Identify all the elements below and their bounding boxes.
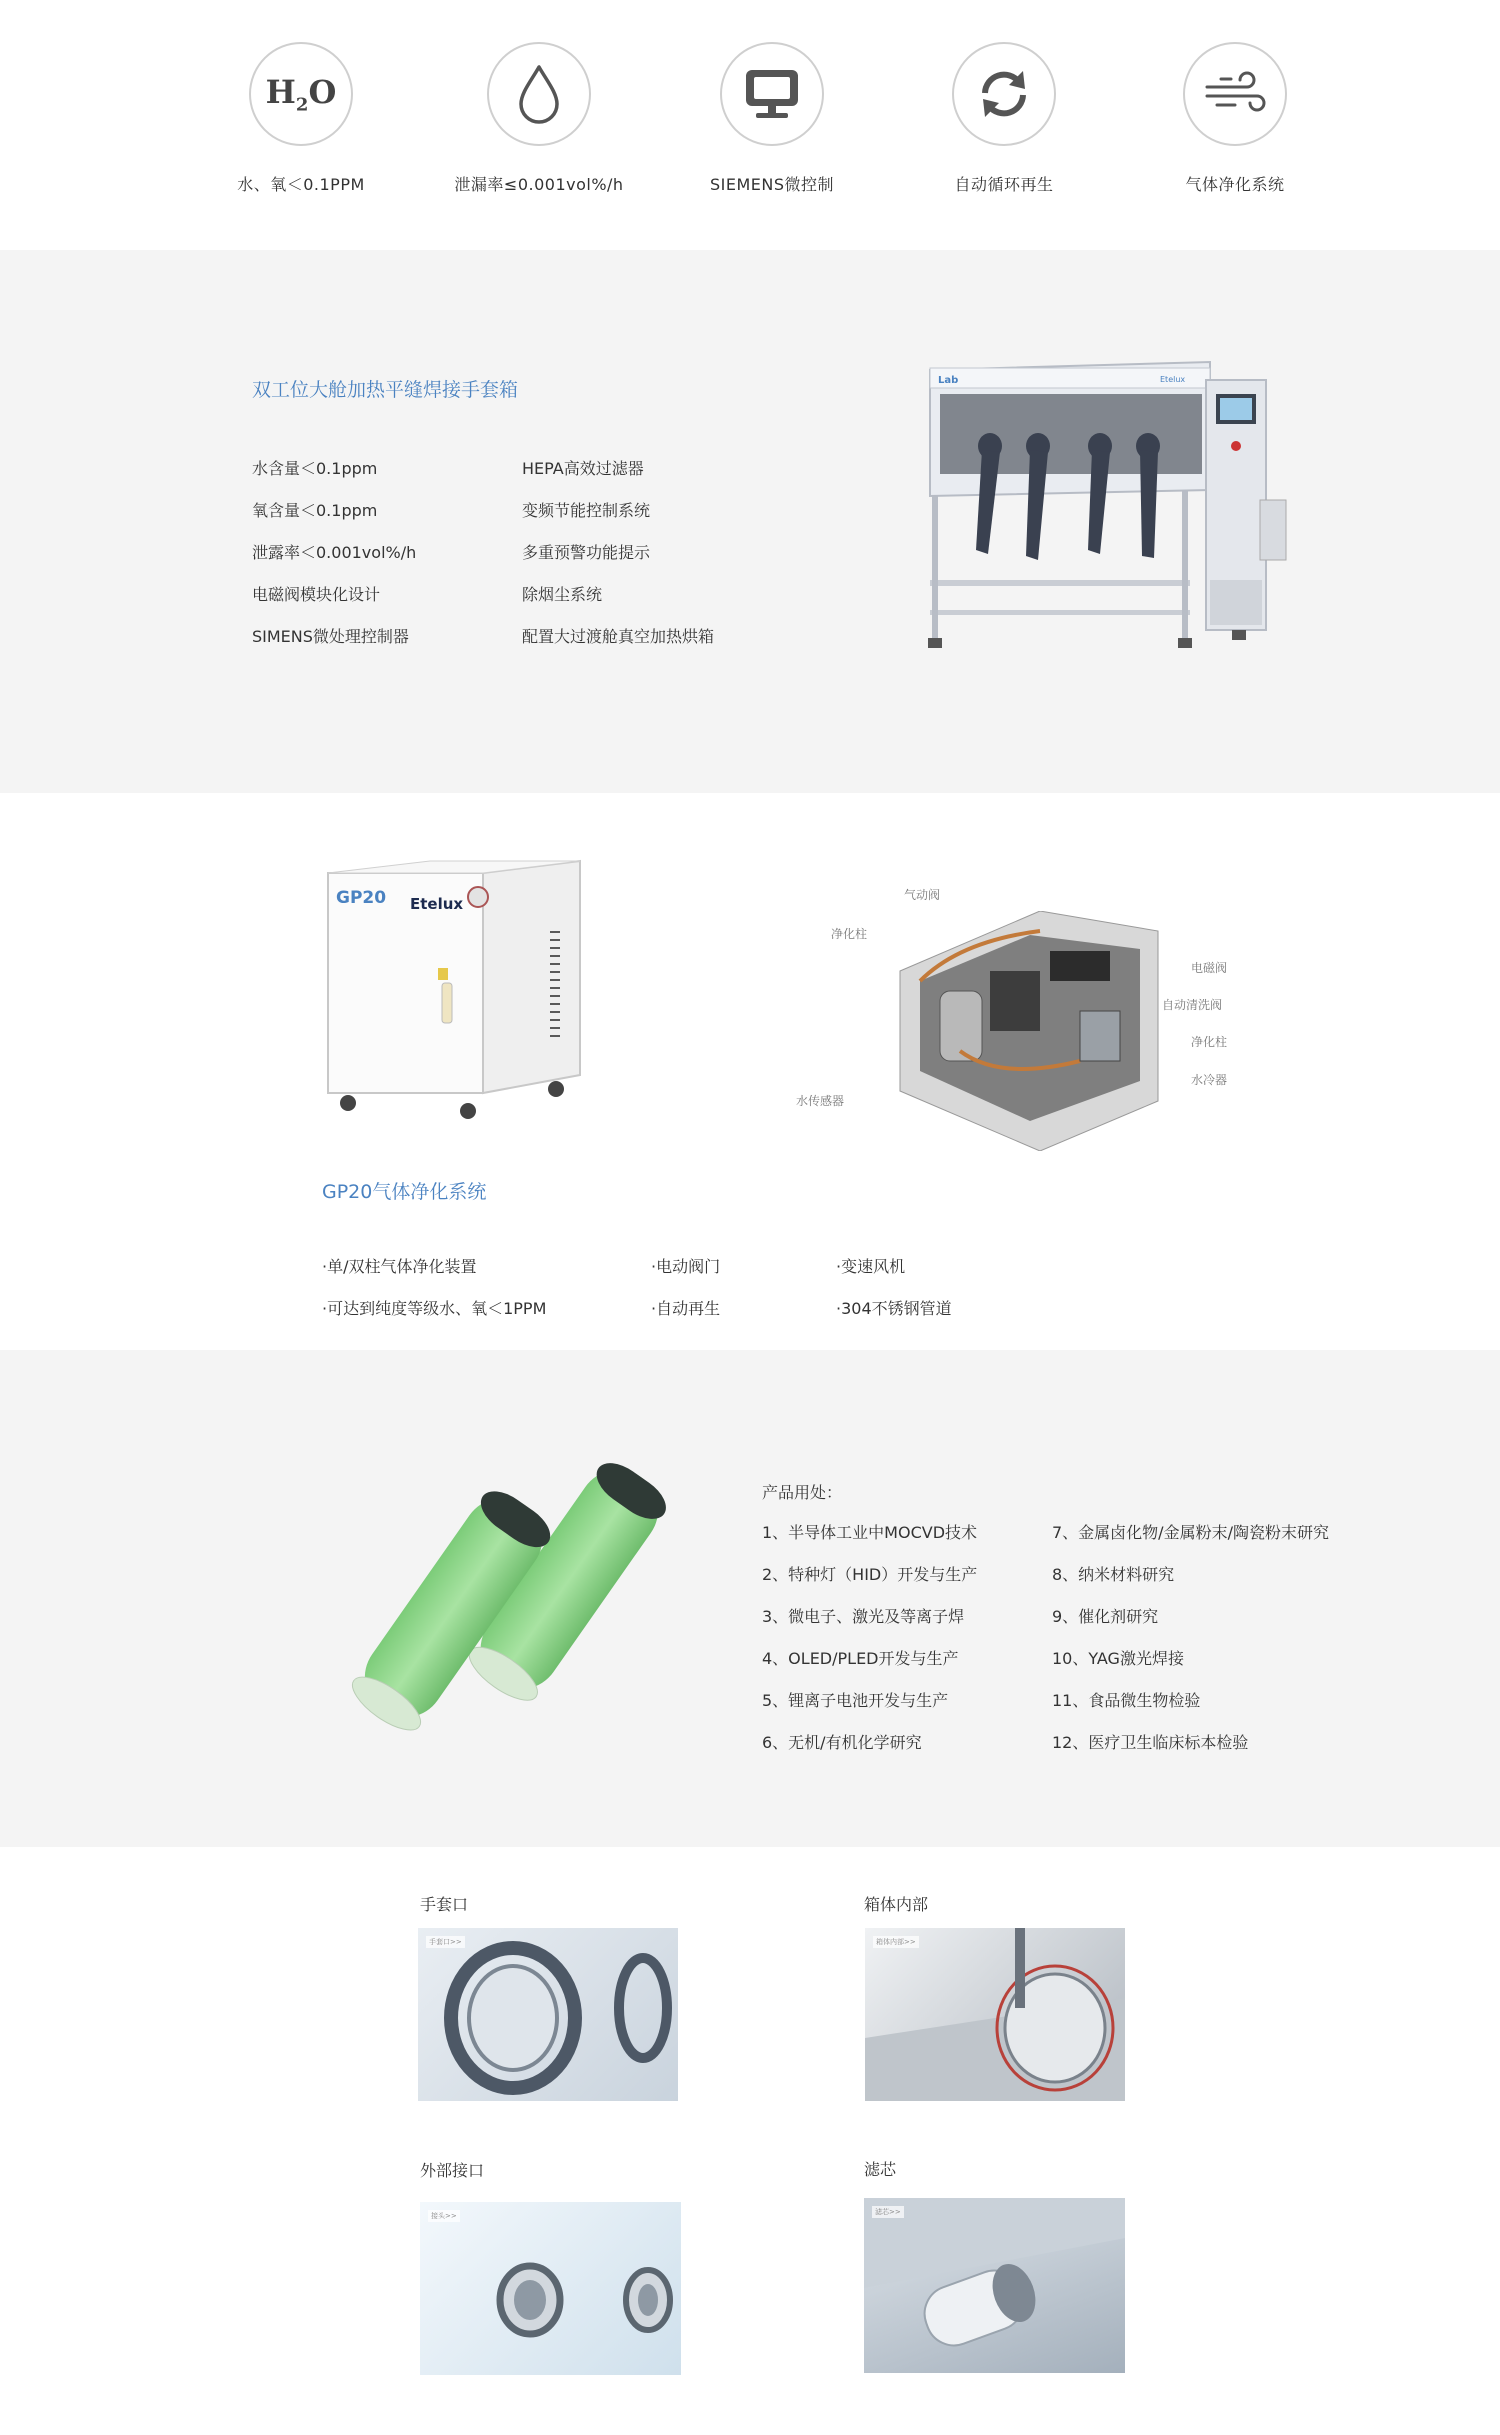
brand-lab-text: Lab bbox=[938, 375, 959, 386]
feature-siemens bbox=[662, 42, 882, 195]
spec-item: 变频节能控制系统 bbox=[522, 501, 651, 520]
use-item: 7、金属卤化物/金属粉末/陶瓷粉末研究 bbox=[1052, 1523, 1329, 1542]
callout-label: 气动阀 bbox=[904, 888, 941, 902]
uses-title: 产品用处： bbox=[762, 1483, 843, 1502]
use-item: 12、医疗卫生临床标本检验 bbox=[1052, 1733, 1249, 1752]
gp20-feature: ·单/双柱气体净化装置 bbox=[322, 1257, 477, 1276]
gp20-feature: ·可达到纯度等级水、氧＜1PPM bbox=[322, 1299, 547, 1318]
use-item: 1、半导体工业中MOCVD技术 bbox=[762, 1523, 978, 1542]
gp20-internal-image bbox=[880, 911, 1170, 1151]
photo-tag: 箱体内部>> bbox=[873, 1936, 919, 1948]
battery-image bbox=[305, 1460, 685, 1750]
feature-gas-purify bbox=[1125, 42, 1345, 195]
use-item: 9、催化剂研究 bbox=[1052, 1607, 1159, 1626]
uses-section bbox=[0, 1350, 1500, 1847]
gp20-brand-text: GP20 bbox=[336, 888, 387, 908]
wind-icon bbox=[1183, 42, 1287, 146]
spec-item: 配置大过渡舱真空加热烘箱 bbox=[522, 627, 715, 646]
feature-leak-rate bbox=[429, 42, 649, 195]
callout-label: 水传感器 bbox=[796, 1094, 845, 1108]
gp20-title: GP20气体净化系统 bbox=[322, 1181, 487, 1203]
spec-item: 泄露率＜0.001vol%/h bbox=[252, 543, 417, 562]
detail-caption: 滤芯 bbox=[864, 2160, 897, 2179]
gp20-feature: ·电动阀门 bbox=[651, 1257, 721, 1276]
callout-label: 电磁阀 bbox=[1191, 961, 1228, 975]
spec-item: 除烟尘系统 bbox=[522, 585, 603, 604]
use-item: 6、无机/有机化学研究 bbox=[762, 1733, 922, 1752]
etelux-logo-text: Etelux bbox=[410, 895, 464, 913]
features-strip bbox=[0, 0, 1500, 250]
callout-label: 净化柱 bbox=[831, 927, 868, 941]
water-drop-icon bbox=[487, 42, 591, 146]
feature-label: 气体净化系统 bbox=[1185, 175, 1285, 194]
detail-photo-external-port bbox=[420, 2202, 681, 2375]
use-item: 11、食品微生物检验 bbox=[1052, 1691, 1201, 1710]
glovebox-title: 双工位大舱加热平缝焊接手套箱 bbox=[252, 379, 519, 401]
photo-tag: 手套口>> bbox=[426, 1936, 465, 1948]
gp20-unit-image bbox=[318, 853, 588, 1123]
brand-etelux-text: Etelux bbox=[1160, 375, 1186, 384]
gp20-feature: ·变速风机 bbox=[836, 1257, 906, 1276]
h2o-icon: $H_2O$ bbox=[249, 42, 353, 146]
detail-photo-glove-port bbox=[418, 1928, 678, 2101]
callout-label: 净化柱 bbox=[1191, 1035, 1228, 1049]
gp20-feature: ·304不锈钢管道 bbox=[836, 1299, 952, 1318]
detail-photo-filter bbox=[864, 2198, 1125, 2373]
spec-item: SIMENS微处理控制器 bbox=[252, 627, 409, 646]
callout-label: 自动清洗阀 bbox=[1162, 998, 1223, 1012]
detail-caption: 手套口 bbox=[420, 1895, 469, 1914]
feature-water-oxygen bbox=[191, 42, 411, 195]
monitor-icon bbox=[720, 42, 824, 146]
feature-auto-regen bbox=[894, 42, 1114, 195]
use-item: 5、锂离子电池开发与生产 bbox=[762, 1691, 949, 1710]
glovebox-product-image bbox=[910, 350, 1310, 660]
refresh-cycle-icon bbox=[952, 42, 1056, 146]
spec-item: HEPA高效过滤器 bbox=[522, 459, 644, 478]
spec-item: 氧含量＜0.1ppm bbox=[252, 501, 378, 520]
callout-label: 水冷器 bbox=[1191, 1073, 1228, 1087]
feature-label: 自动循环再生 bbox=[954, 175, 1054, 194]
feature-label: 泄漏率≤0.001vol%/h bbox=[454, 175, 624, 194]
spec-item: 水含量＜0.1ppm bbox=[252, 459, 378, 478]
glovebox-section bbox=[0, 250, 1500, 793]
spec-item: 电磁阀模块化设计 bbox=[252, 585, 381, 604]
detail-caption: 箱体内部 bbox=[864, 1895, 929, 1914]
feature-label: SIEMENS微控制 bbox=[709, 175, 835, 194]
detail-photo-interior bbox=[865, 1928, 1125, 2101]
photo-tag: 滤芯>> bbox=[872, 2206, 904, 2218]
details-section bbox=[0, 1847, 1500, 2435]
feature-label: 水、氧＜0.1PPM bbox=[237, 175, 365, 194]
use-item: 4、OLED/PLED开发与生产 bbox=[762, 1649, 959, 1668]
detail-caption: 外部接口 bbox=[420, 2161, 485, 2180]
spec-item: 多重预警功能提示 bbox=[522, 543, 651, 562]
gp20-section bbox=[0, 793, 1500, 1350]
use-item: 3、微电子、激光及等离子焊 bbox=[762, 1607, 965, 1626]
use-item: 2、特种灯（HID）开发与生产 bbox=[762, 1565, 978, 1584]
gp20-feature: ·自动再生 bbox=[651, 1299, 721, 1318]
photo-tag: 接头>> bbox=[428, 2210, 460, 2222]
use-item: 8、纳米材料研究 bbox=[1052, 1565, 1175, 1584]
use-item: 10、YAG激光焊接 bbox=[1052, 1649, 1184, 1668]
